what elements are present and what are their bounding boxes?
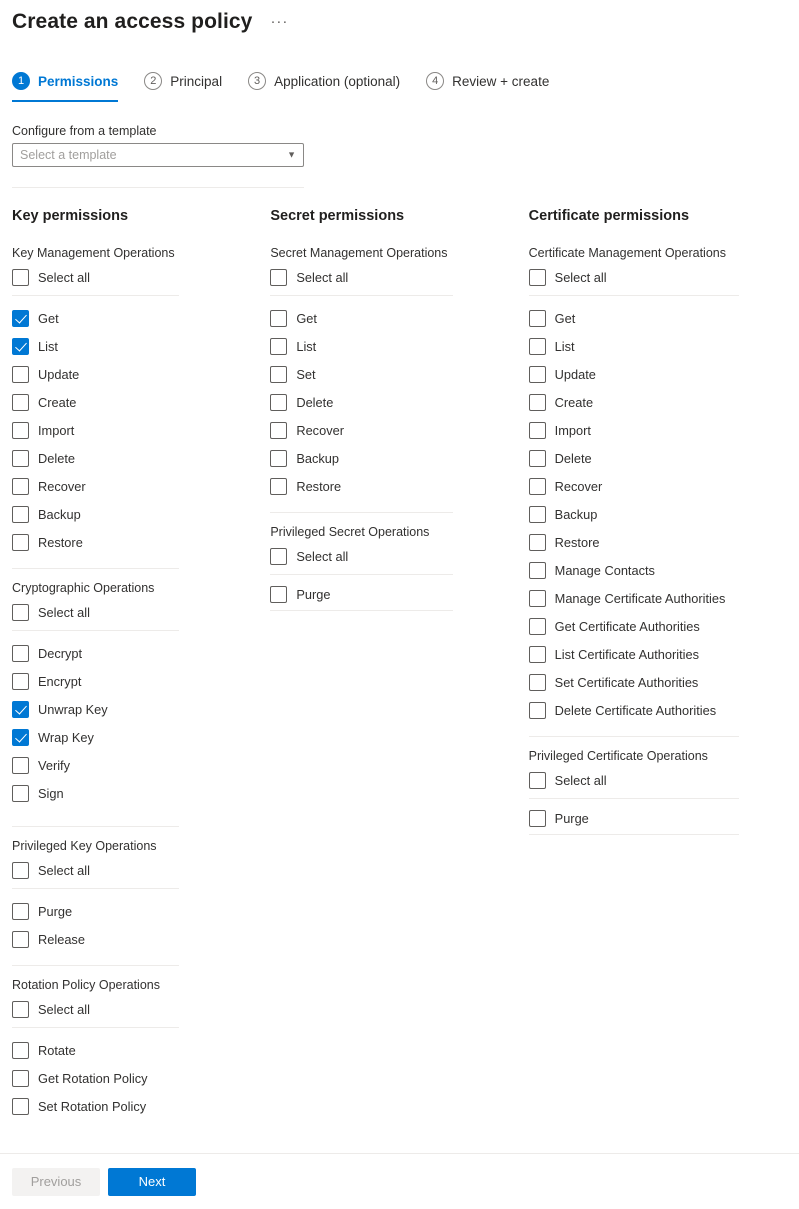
checkbox-label: Backup (38, 506, 81, 522)
permission-row-sign[interactable] (12, 779, 179, 807)
checkbox[interactable] (270, 422, 287, 439)
secret-permissions-column (270, 208, 528, 1138)
checkbox-label: Purge (554, 811, 589, 826)
checkbox-label: Delete Certificate Authorities (554, 702, 717, 718)
checkbox-label: Recover (554, 478, 603, 494)
checkbox[interactable] (270, 269, 287, 286)
checkbox[interactable] (12, 478, 29, 495)
checkbox[interactable] (529, 269, 546, 286)
checkbox[interactable] (270, 338, 287, 355)
checkbox[interactable] (12, 673, 29, 690)
checkbox[interactable] (12, 1098, 29, 1115)
group-title: Certificate Management Operations (528, 246, 726, 260)
checkbox-label: Select all (38, 270, 90, 285)
checkbox-label: Get (554, 310, 576, 326)
permission-row-set[interactable] (270, 360, 453, 388)
group-title: Cryptographic Operations (12, 581, 155, 595)
wizard-footer (0, 1153, 799, 1209)
template-section (0, 124, 799, 167)
checkbox[interactable] (12, 1042, 29, 1059)
group-certificate-management-operations (529, 246, 739, 724)
permission-row-backup[interactable] (12, 500, 179, 528)
group-title: Privileged Certificate Operations (528, 749, 708, 763)
permission-row-get[interactable] (270, 304, 453, 332)
permission-row-get[interactable] (12, 304, 179, 332)
checkbox[interactable] (12, 1001, 29, 1018)
checkbox[interactable] (529, 618, 546, 635)
more-options-icon[interactable]: ··· (270, 13, 289, 30)
group-cryptographic-operations (12, 568, 179, 816)
checkbox-label: Backup (554, 506, 598, 522)
page-header (0, 0, 799, 36)
permission-row-set-certificate-authorities[interactable] (529, 668, 739, 696)
group-title: Rotation Policy Operations (12, 978, 160, 992)
checkbox-label: Update (38, 366, 80, 382)
checkbox-label: Get Rotation Policy (38, 1070, 148, 1086)
key-permissions-column (12, 208, 270, 1138)
checkbox-label: Set Certificate Authorities (554, 674, 699, 690)
step-number-icon: 1 (12, 72, 30, 90)
permission-row-update[interactable] (529, 360, 739, 388)
step-review-create[interactable] (426, 62, 549, 102)
checkbox[interactable] (12, 757, 29, 774)
checkbox-label: Release (38, 931, 85, 947)
permission-row-get[interactable] (529, 304, 739, 332)
checkbox[interactable] (529, 772, 546, 789)
checkbox-label: Delete (296, 394, 334, 410)
checkbox[interactable] (529, 310, 546, 327)
checkbox-label: Unwrap Key (38, 701, 108, 717)
permission-row-recover[interactable] (270, 416, 453, 444)
checkbox[interactable] (529, 394, 546, 411)
checkbox[interactable] (270, 394, 287, 411)
previous-button[interactable]: Previous (12, 1168, 100, 1196)
template-select-wrap (12, 143, 304, 167)
permission-row-create[interactable] (12, 388, 179, 416)
select-all-row[interactable] (529, 771, 739, 799)
chevron-down-icon: ▼ (287, 149, 296, 160)
checkbox[interactable] (12, 701, 29, 718)
checkbox[interactable] (12, 366, 29, 383)
checkbox-label: Get (296, 310, 317, 326)
checkbox[interactable] (529, 590, 546, 607)
checkbox[interactable] (529, 506, 546, 523)
checkbox[interactable] (529, 366, 546, 383)
checkbox[interactable] (270, 586, 287, 603)
column-title: Certificate permissions (528, 208, 690, 224)
permission-row-restore[interactable] (529, 528, 739, 556)
checkbox[interactable] (529, 478, 546, 495)
section-divider (12, 187, 304, 188)
checkbox-label: Decrypt (38, 645, 83, 661)
permission-row-list[interactable] (12, 332, 179, 360)
checkbox-label: Rotate (38, 1042, 76, 1058)
checkbox[interactable] (270, 310, 287, 327)
permission-row-update[interactable] (12, 360, 179, 388)
permission-row-get-certificate-authorities[interactable] (529, 612, 739, 640)
checkbox-label: Restore (554, 534, 600, 550)
permission-row-restore[interactable] (270, 472, 453, 500)
permission-row-delete[interactable] (270, 388, 453, 416)
checkbox-label: Delete (554, 450, 592, 466)
group-title: Key Management Operations (12, 246, 175, 260)
checkbox[interactable] (529, 534, 546, 551)
checkbox[interactable] (12, 534, 29, 551)
select-all-row[interactable] (529, 268, 739, 296)
checkbox-label: Select all (554, 270, 607, 285)
checkbox-label: Create (554, 394, 594, 410)
group-title: Secret Management Operations (270, 246, 448, 260)
checkbox-label: List (554, 338, 575, 354)
checkbox-label: Manage Certificate Authorities (554, 590, 726, 606)
checkbox[interactable] (529, 810, 546, 827)
checkbox[interactable] (529, 674, 546, 691)
checkbox-label: Import (38, 422, 75, 438)
permission-row-manage-contacts[interactable] (529, 556, 739, 584)
permission-row-delete-certificate-authorities[interactable] (529, 696, 739, 724)
permission-row-delete[interactable] (12, 444, 179, 472)
checkbox[interactable] (529, 338, 546, 355)
checkbox-label: Wrap Key (38, 729, 94, 745)
checkbox[interactable] (12, 506, 29, 523)
step-permissions[interactable] (12, 62, 118, 102)
checkbox-label: Recover (296, 422, 344, 438)
select-all-row[interactable] (12, 603, 179, 631)
permission-row-import[interactable] (529, 416, 739, 444)
group-secret-management-operations (270, 246, 453, 500)
permission-row-purge[interactable] (270, 583, 453, 611)
step-label: Principal (170, 73, 223, 89)
select-all-row[interactable] (12, 1000, 179, 1028)
checkbox[interactable] (12, 903, 29, 920)
checkbox[interactable] (270, 366, 287, 383)
checkbox-label: List (38, 338, 58, 354)
checkbox-label: Backup (296, 450, 340, 466)
permission-row-wrap-key[interactable] (12, 723, 179, 751)
checkbox[interactable] (12, 450, 29, 467)
permission-row-verify[interactable] (12, 751, 179, 779)
checkbox-label: Update (554, 366, 596, 382)
select-all-row[interactable] (270, 268, 453, 296)
step-principal[interactable] (144, 62, 222, 102)
checkbox[interactable] (12, 310, 29, 327)
checkbox[interactable] (12, 1070, 29, 1087)
permission-row-release[interactable] (12, 925, 179, 953)
checkbox[interactable] (12, 269, 29, 286)
template-select[interactable] (12, 143, 304, 167)
checkbox-label: Get (38, 310, 59, 326)
wizard-steps (0, 62, 799, 102)
permission-row-recover[interactable] (12, 472, 179, 500)
checkbox-label: Get Certificate Authorities (554, 618, 700, 634)
group-title: Privileged Key Operations (12, 839, 157, 853)
checkbox[interactable] (12, 862, 29, 879)
checkbox[interactable] (12, 338, 29, 355)
checkbox-label: Select all (38, 1002, 90, 1017)
step-application[interactable] (248, 62, 400, 102)
checkbox-label: Manage Contacts (554, 562, 655, 578)
group-privileged-secret-operations (270, 512, 453, 611)
permission-row-backup[interactable] (529, 500, 739, 528)
checkbox-label: Select all (296, 549, 349, 564)
checkbox[interactable] (529, 646, 546, 663)
permission-row-rotate[interactable] (12, 1036, 179, 1064)
checkbox[interactable] (529, 702, 546, 719)
step-label: Review + create (452, 73, 550, 89)
checkbox-label: Select all (38, 605, 90, 620)
select-all-row[interactable] (270, 547, 453, 575)
checkbox-label: Sign (38, 785, 64, 801)
checkbox[interactable] (270, 548, 287, 565)
column-title: Secret permissions (270, 208, 405, 224)
checkbox[interactable] (270, 450, 287, 467)
certificate-permissions-column (529, 208, 787, 1138)
step-label: Application (optional) (274, 73, 401, 89)
group-rotation-policy-operations (12, 965, 179, 1120)
checkbox[interactable] (270, 478, 287, 495)
checkbox-label: Delete (38, 450, 75, 466)
select-all-row[interactable] (12, 861, 179, 889)
checkbox[interactable] (12, 931, 29, 948)
checkbox-label: Import (554, 422, 591, 438)
permission-row-recover[interactable] (529, 472, 739, 500)
permission-row-get-rotation-policy[interactable] (12, 1064, 179, 1092)
permission-row-encrypt[interactable] (12, 667, 179, 695)
checkbox-label: List (296, 338, 317, 354)
checkbox-label: Select all (38, 863, 90, 878)
checkbox-label: Encrypt (38, 673, 82, 689)
checkbox-label: Select all (296, 270, 349, 285)
step-number-icon: 4 (426, 72, 444, 90)
permission-row-set-rotation-policy[interactable] (12, 1092, 179, 1120)
checkbox[interactable] (12, 645, 29, 662)
permission-row-purge[interactable] (529, 807, 739, 835)
checkbox[interactable] (529, 422, 546, 439)
checkbox-label: Restore (38, 534, 83, 550)
checkbox-label: Select all (554, 773, 607, 788)
checkbox-label: Restore (296, 478, 342, 494)
group-key-management-operations (12, 246, 179, 556)
permission-row-import[interactable] (12, 416, 179, 444)
checkbox[interactable] (529, 562, 546, 579)
permission-row-list[interactable] (529, 332, 739, 360)
checkbox-label: Purge (38, 903, 73, 919)
checkbox-label: Purge (296, 587, 331, 602)
checkbox[interactable] (12, 729, 29, 746)
permission-row-manage-certificate-authorities[interactable] (529, 584, 739, 612)
group-privileged-key-operations (12, 826, 179, 953)
column-title: Key permissions (12, 208, 129, 224)
checkbox[interactable] (12, 394, 29, 411)
permission-row-create[interactable] (529, 388, 739, 416)
checkbox-label: Recover (38, 478, 86, 494)
group-title: Privileged Secret Operations (270, 525, 430, 539)
permission-row-purge[interactable] (12, 897, 179, 925)
checkbox-label: Verify (38, 757, 71, 773)
permission-row-backup[interactable] (270, 444, 453, 472)
permissions-columns (0, 208, 799, 1138)
group-privileged-certificate-operations (529, 736, 739, 835)
checkbox-label: List Certificate Authorities (554, 646, 700, 662)
checkbox-label: Set (296, 366, 316, 382)
checkbox-label: Create (38, 394, 77, 410)
step-number-icon: 2 (144, 72, 162, 90)
next-button[interactable]: Next (108, 1168, 196, 1196)
permission-row-decrypt[interactable] (12, 639, 179, 667)
checkbox-label: Set Rotation Policy (38, 1098, 147, 1114)
page-title: Create an access policy (12, 10, 253, 33)
permission-row-delete[interactable] (529, 444, 739, 472)
permission-row-restore[interactable] (12, 528, 179, 556)
permission-row-list[interactable] (270, 332, 453, 360)
permission-row-list-certificate-authorities[interactable] (529, 640, 739, 668)
select-all-row[interactable] (12, 268, 179, 296)
step-label: Permissions (38, 73, 119, 89)
step-number-icon: 3 (248, 72, 266, 90)
permission-row-unwrap-key[interactable] (12, 695, 179, 723)
checkbox[interactable] (12, 422, 29, 439)
checkbox[interactable] (12, 785, 29, 802)
template-label: Configure from a template (12, 124, 157, 138)
checkbox[interactable] (529, 450, 546, 467)
checkbox[interactable] (12, 604, 29, 621)
